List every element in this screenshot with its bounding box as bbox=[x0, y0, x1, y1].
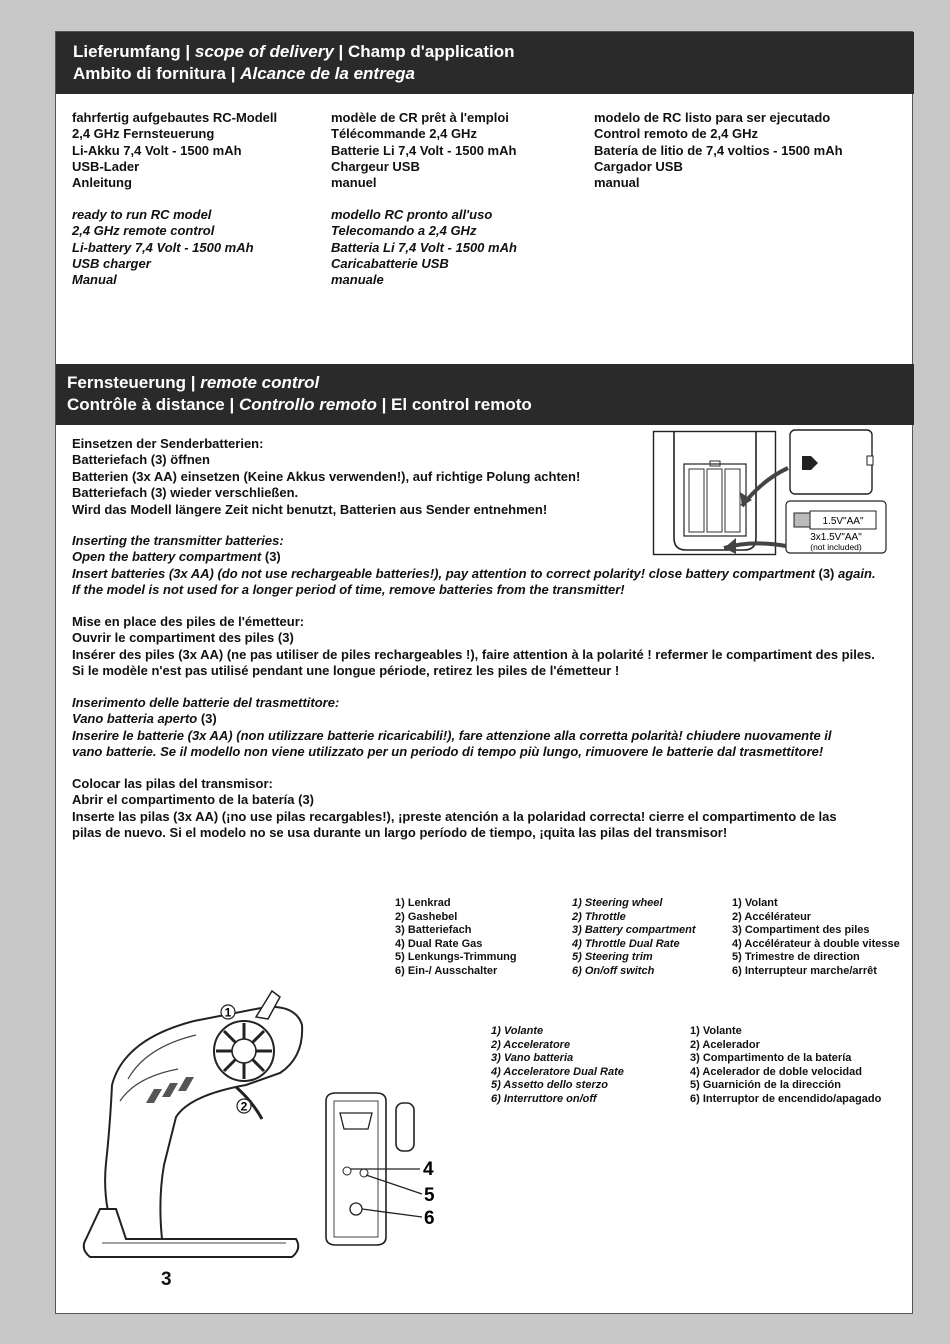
instructions-de: Einsetzen der Senderbatterien: Batteriefach (3) öffnen Batterien (3x AA) einsetzen (Keine Akkus verwenden!), auf richtige Polung achten! Batteriefach (3) wieder verschließen. Wird das Modell längere Zeit nicht benutzt, Batterien aus Sender entnehmen! bbox=[72, 436, 581, 517]
transmitter-stand bbox=[84, 1209, 299, 1257]
callout-2-label: 2 bbox=[240, 1099, 248, 1114]
delivery-header bbox=[56, 32, 914, 94]
steering-wheel-edge bbox=[396, 1103, 414, 1151]
battery-terminal bbox=[794, 513, 810, 527]
battery-note: (not included) bbox=[810, 542, 862, 552]
parts-list-de: 1) Lenkrad 2) Gashebel 3) Batteriefach 4) Dual Rate Gas 5) Lenkungs-Trimmung 6) Ein-/ Ausschalter bbox=[395, 897, 517, 977]
delivery-list-en: ready to run RC model 2,4 GHz remote control Li-battery 7,4 Volt - 1500 mAh USB charger Manual bbox=[72, 207, 254, 288]
cover-latch-icon bbox=[802, 456, 811, 470]
battery-count-label: 3x1.5V"AA" bbox=[810, 532, 862, 543]
delivery-list-de: fahrfertig aufgebautes RC-Modell 2,4 GHz Fernsteuerung Li-Akku 7,4 Volt - 1500 mAh USB-Lader Anleitung bbox=[72, 110, 278, 191]
instructions-es: Colocar las pilas del transmisor: Abrir el compartimento de la batería (3) Inserte las pilas (3x AA) (¡no use pilas recargables!), ¡preste atención a la polaridad correcta! cierre el compartimento de las pilas de nuevo. Si el modelo no se usa durante un largo período de tiempo, ¡quita las pilas del transmisor! bbox=[72, 776, 837, 841]
parts-list-it: 1) Volante 2) Acceleratore 3) Vano batteria 4) Acceleratore Dual Rate 5) Assetto dello sterzo 6) Interruttore on/off bbox=[491, 1025, 624, 1105]
transmitter-side-figure bbox=[66, 977, 316, 1277]
callout-5-label: 5 bbox=[424, 1185, 435, 1206]
battery-compartment-figure bbox=[652, 428, 892, 558]
transmitter-top-figure bbox=[318, 1087, 448, 1257]
remote-title-line2: Contrôle à distance | Controllo remoto | El control remoto bbox=[67, 395, 532, 414]
parts-list-fr: 1) Volant 2) Accélérateur 3) Compartiment des piles 4) Accélérateur à double vitesse 5) Trimestre de direction 6) Interrupteur marche/arrêt bbox=[732, 897, 900, 977]
cover-tab bbox=[867, 456, 873, 465]
manual-page bbox=[55, 31, 913, 1314]
instructions-en: Inserting the transmitter batteries: Open the battery compartment (3) Insert batteries (3x AA) (do not use rechargeable batteries!), pay attention to correct polarity! close battery compartment (3) again. If the model is not used for a longer period of time, remove batteries from the transmitter! bbox=[72, 533, 876, 598]
delivery-list-es: modelo de RC listo para ser ejecutado Control remoto de 2,4 GHz Batería de litio de 7,4 voltios - 1500 mAh Cargador USB manual bbox=[594, 110, 843, 191]
instructions-fr: Mise en place des piles de l'émetteur: Ouvrir le compartiment des piles (3) Insérer des piles (3x AA) (ne pas utiliser de piles rechargeables !), faire attention à la polarité ! refermer le compartiment des piles. Si le modèle n'est pas utilisé pendant une longue période, retirez les piles de l'émetteur ! bbox=[72, 614, 875, 679]
page-number: 3 bbox=[161, 1269, 172, 1290]
callout-6-label: 6 bbox=[424, 1208, 435, 1229]
instructions-it: Inserimento delle batterie del trasmettitore: Vano batteria aperto (3) Inserire le batterie (3x AA) (non utilizzare batterie ricaricabili!), fare attenzione alla corretta polarità! chiudere nuovamente il vano batterie. Se il modello non viene utilizzato per un periodo di tempo più lungo, rimuovere le batterie dal trasmettitore! bbox=[72, 695, 832, 760]
power-switch bbox=[350, 1203, 362, 1215]
dual-rate-knob bbox=[343, 1167, 351, 1175]
delivery-list-it: modello RC pronto all'uso Telecomando a 2,4 GHz Batteria Li 7,4 Volt - 1500 mAh Caricabatterie USB manuale bbox=[331, 207, 517, 288]
callout-1-label: 1 bbox=[224, 1005, 232, 1020]
remote-title-line1: Fernsteuerung | remote control bbox=[67, 373, 320, 392]
callout-4-label: 4 bbox=[423, 1159, 434, 1180]
battery-label: 1.5V"AA" bbox=[822, 516, 864, 527]
delivery-list-fr: modèle de CR prêt à l'emploi Télécommande 2,4 GHz Batterie Li 7,4 Volt - 1500 mAh Chargeur USB manuel bbox=[331, 110, 517, 191]
delivery-title-line2: Ambito di fornitura | Alcance de la entrega bbox=[73, 64, 415, 83]
parts-list-en: 1) Steering wheel 2) Throttle 3) Battery compartment 4) Throttle Dual Rate 5) Steering trim 6) On/off switch bbox=[572, 897, 696, 977]
remote-header bbox=[56, 364, 914, 425]
parts-list-es: 1) Volante 2) Acelerador 3) Compartimento de la batería 4) Acelerador de doble velocidad 5) Guarnición de la dirección 6) Interruptor de encendido/apagado bbox=[690, 1025, 882, 1105]
delivery-title-line1: Lieferumfang | scope of delivery | Champ d'application bbox=[73, 42, 515, 61]
